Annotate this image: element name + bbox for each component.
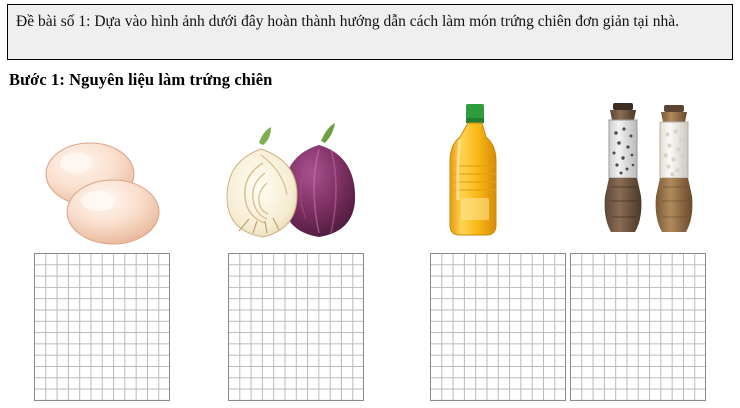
ingredient-image-oil xyxy=(390,95,560,250)
ingredient-image-grinders xyxy=(566,95,736,250)
salt-pepper-grinder-illustration xyxy=(586,95,716,250)
ingredient-image-onions xyxy=(204,95,374,250)
onion-illustration xyxy=(209,115,369,250)
answer-grid-4[interactable] xyxy=(570,253,706,401)
answer-grid-1[interactable] xyxy=(34,253,170,401)
answer-grid-2[interactable] xyxy=(228,253,364,401)
ingredient-image-eggs xyxy=(18,95,188,250)
answer-grid-row xyxy=(0,253,740,403)
step-heading: Bước 1: Nguyên liệu làm trứng chiên xyxy=(9,70,273,89)
answer-grid-3[interactable] xyxy=(430,253,566,401)
ingredient-image-row xyxy=(0,95,740,250)
oil-bottle-illustration xyxy=(430,100,520,250)
eggs-illustration xyxy=(28,130,178,250)
prompt-text: Đề bài số 1: Dựa vào hình ảnh dưới đây hoàn thành hướng dẫn cách làm món trứng chiên đơn giản tại nhà. xyxy=(16,13,679,30)
prompt-box xyxy=(7,4,733,60)
